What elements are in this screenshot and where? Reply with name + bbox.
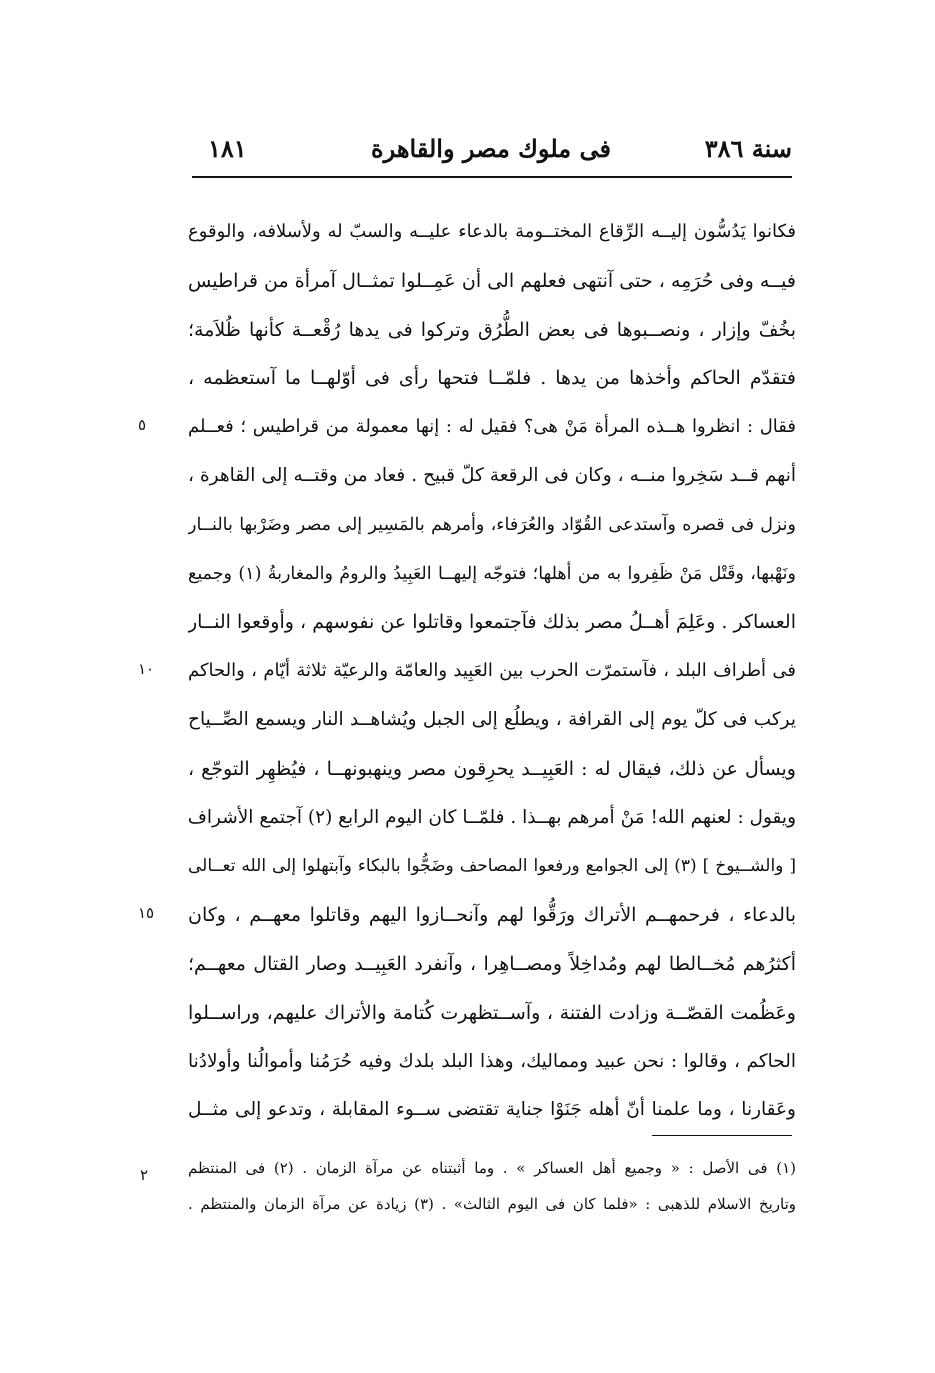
header-rule — [192, 176, 792, 178]
text-line: فكانوا يَدُسُّون إليــه الرِّقاع المختــومة بالدعاء عليــه والسبّ له ولأسلافه، والوقوع — [188, 221, 796, 242]
header-title: فى ملوك مصر والقاهرة — [371, 134, 611, 163]
line-number-10: ١٠ — [138, 660, 155, 678]
page-number: ١٨١ — [208, 134, 247, 163]
text-line: ونزل فى قصره وآستدعى القُوّاد والعُرَفاء، وأمرهم بالمَسِير إلى مصر وضَرْبها بالنــار — [188, 514, 796, 535]
line-number-15: ١٥ — [138, 904, 155, 922]
text-line: بالدعاء ، فرحمهــم الأتراك ورَقُّوا لهم وآنحــازوا اليهم وقاتلوا معهــم ، وكان — [188, 904, 796, 927]
text-line: ويقول : لعنهم الله! مَنْ أمرهم بهــذا . فلمّــا كان اليوم الرابع (٢) آجتمع الأشراف — [188, 806, 796, 828]
text-line: [ والشــيوخ ] (٣) إلى الجوامع ورفعوا المصاحف وضَجُّوا بالبكاء وآبتهلوا إلى الله تعــالى — [188, 856, 796, 877]
text-line: فقال : انظروا هــذه المرأة مَنْ هى؟ فقيل له : إنها معمولة من قراطيس ؛ فعــلم — [188, 416, 796, 438]
footnote-line: (١) فى الأصل : « وجميع أهل العساكر » . وما أثبتناه عن مرآة الزمان . (٢) فى المنتظم — [188, 1159, 796, 1177]
footnotes — [188, 1150, 796, 1222]
footnote-line: وتاريخ الاسلام للذهبى : «فلما كان فى اليوم الثالث» . (٣) زيادة عن مرآة الزمان والمنتظم . — [188, 1195, 796, 1213]
line-number-5: ٥ — [138, 416, 147, 434]
text-line: وعَقارنا ، وما علمنا أنّ أهله جَنَوْا جناية تقتضى ســوء المقابلة ، وتدعو إلى مثــل — [188, 1099, 796, 1121]
running-header — [190, 128, 792, 168]
text-line: ويسأل عن ذلك، فيقال له : العَبِيــد يحرِقون مصر وينهبونهــا ، فيُظهِر التوجّع ، — [188, 757, 796, 780]
footnote-rule — [652, 1135, 792, 1136]
footnote-margin-number: ٢ — [140, 1166, 149, 1184]
text-line: العساكر . وعَلِمَ أهــلُ مصر بذلك فآجتمعوا وقاتلوا عن نفوسهم ، وأوقعوا النــار — [188, 611, 796, 634]
text-line: فيــه وفى حُرَمِه ، حتى آنتهى فعلهم الى أن عَمِــلوا تمثــال آمرأة من قراطيس — [188, 269, 796, 292]
text-line: أنهم قــد سَخِروا منــه ، وكان فى الرقعة كلّ قبيح . فعاد من وقتــه إلى القاهرة ، — [188, 464, 796, 486]
text-line: فى أطراف البلد ، فآستمرّت الحرب بين العَبِيد والعامّة والرعيّة ثلاثة أيّام ، والحاكم — [188, 660, 796, 682]
text-line: ونَهْبها، وقَتْل مَنْ ظَفِروا به من أهلها؛ فتوجّه إليهــا العَبِيدُ والرومُ والمغاربةُ (١) وجميع — [188, 563, 796, 584]
text-line: يركب فى كلّ يوم إلى القرافة ، ويطلُع إلى الجبل ويُشاهــد النار ويسمع الصِّــياح — [188, 708, 796, 730]
main-text — [188, 208, 796, 1135]
text-line: الحاكم ، وقالوا : نحن عبيد ومماليك، وهذا البلد بلدك وفيه حُرَمُنا وأموالُنا وأولادُنا — [188, 1050, 796, 1072]
text-line: فتقدّم الحاكم وأخذها من يدها . فلمّــا فتحها رأى فى أوّلهــا ما آستعظمه ، — [188, 367, 796, 390]
header-year: سنة ٣٨٦ — [704, 134, 792, 163]
text-line: بخُفّ وإزار ، ونصــبوها فى بعض الطُّرُق وتركوا فى يدها رُقْعــة كأنها ظُلاَمة؛ — [188, 318, 796, 341]
text-line: أكثرُهم مُخــالطا لهم ومُداخِلاً ومصــاهِرا ، وآنفرد العَبِيــد وصار القتال معهــم؛ — [188, 952, 796, 975]
text-line: وعَظُمت القصّــة وزادت الفتنة ، وآســتظهرت كُتامة والأتراك عليهم، وراســلوا — [188, 1001, 796, 1024]
